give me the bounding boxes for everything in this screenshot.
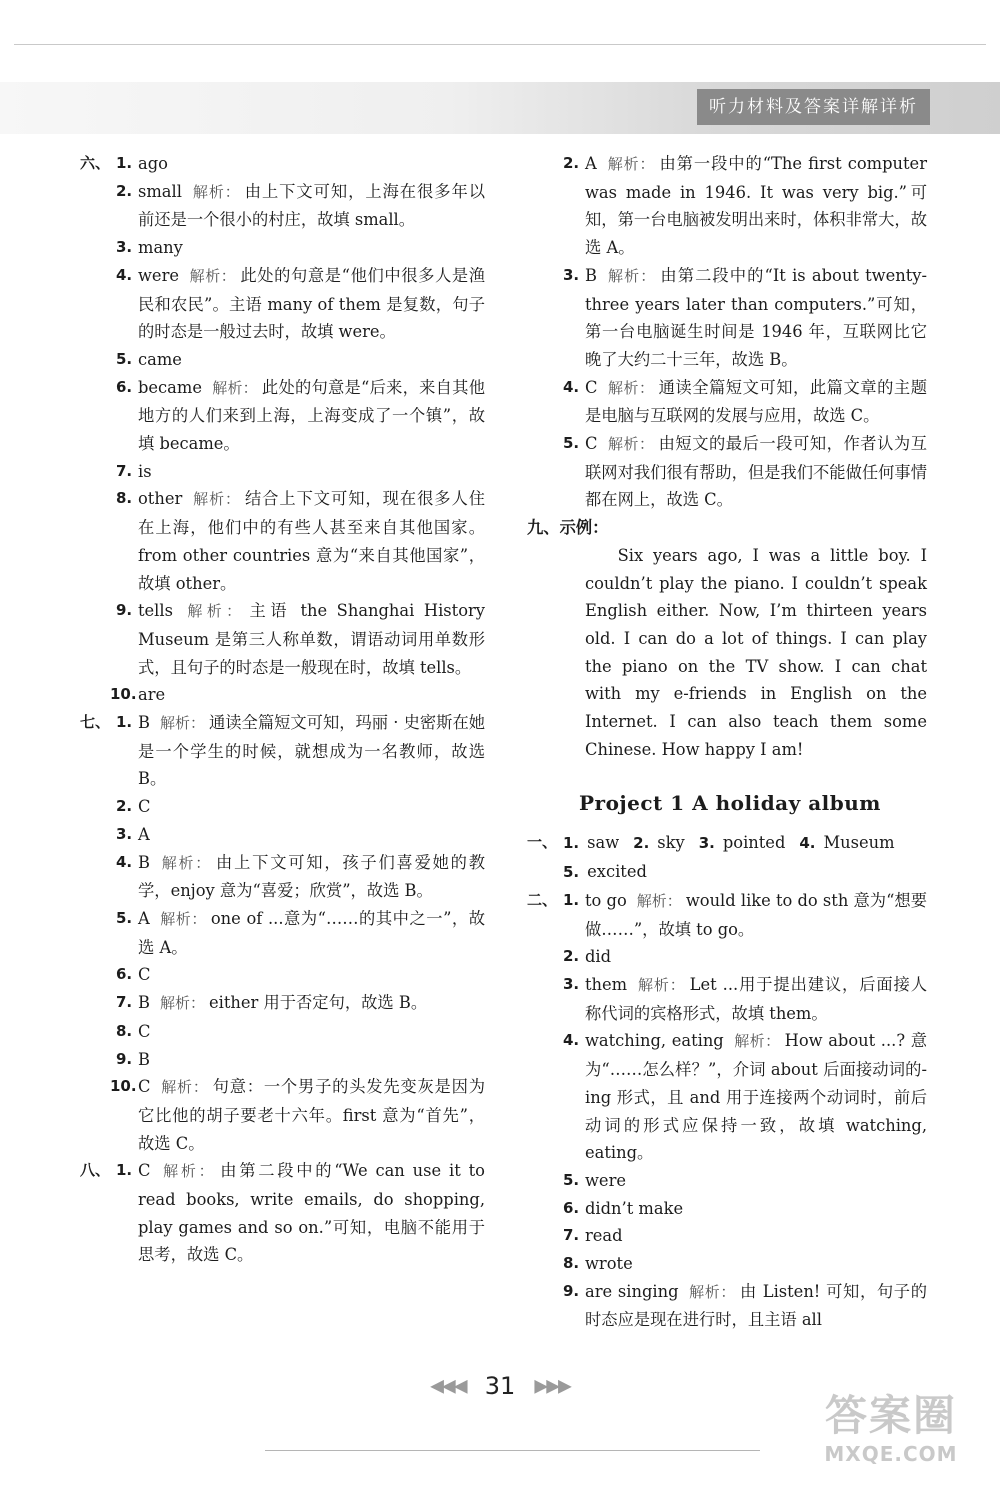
item-number: 5. (563, 863, 580, 882)
item-number: 1. (116, 713, 133, 732)
answer-item (80, 178, 485, 234)
analysis-label: 解析： (159, 994, 205, 1013)
item-answer: are (138, 685, 166, 705)
item-answer: B (138, 713, 150, 733)
page-number: 31 (484, 1372, 516, 1400)
item-number: 1. (116, 154, 133, 172)
section-number: 八、 (80, 1161, 111, 1180)
item-answer: C (138, 1161, 151, 1181)
answer-item (80, 234, 485, 262)
answer-item (80, 374, 485, 458)
item-answer: A (138, 908, 150, 928)
item-answer: C (138, 1077, 151, 1097)
item-answer: pointed (722, 833, 786, 853)
item-answer: to go (585, 890, 627, 910)
item-answer: B (138, 993, 150, 1013)
answer-item (80, 849, 485, 905)
item-number: 4. (116, 265, 133, 284)
answer-item (80, 905, 485, 961)
analysis-text: 结合上下文可知，现在很多人住在上海，他们中的有些人甚至来自其他国家。from other countries 意为“来自其他国家”，故填 other。 (138, 489, 485, 593)
analysis-label: 解析： (636, 891, 682, 910)
section-6 (80, 150, 485, 709)
item-number: 3. (563, 974, 580, 993)
item-number: 7. (116, 461, 133, 480)
left-column (80, 150, 485, 1269)
item-number: 6. (116, 377, 133, 396)
analysis-label: 解析： (211, 378, 258, 397)
item-answer: them (585, 974, 628, 994)
item-number: 8. (116, 1021, 133, 1040)
section-8-start (80, 1157, 485, 1269)
item-number: 3. (116, 824, 133, 843)
answer-item (527, 943, 927, 971)
item-number: 5. (563, 1170, 580, 1189)
answer-item (80, 262, 485, 346)
section-9-example: Six years ago, I was a little boy. I couldn’t play the piano. I couldn’t speak English either. Now, I’m thirteen years old. I can do a lot of things. I can play the piano on the TV show. I can chat with my e-friends in English on the Internet. I can also teach them some Chinese. How happy I am! (585, 545, 927, 759)
header-label: 听力材料及答案详解详析 (697, 89, 930, 125)
analysis-text: would like to do sth 意为“想要做……”，故填 to go。 (585, 890, 927, 939)
item-number: 2. (116, 181, 133, 200)
analysis-label: 解析： (160, 1078, 209, 1097)
watermark-logo: 答案圈 (824, 1391, 957, 1440)
watermark-url: MXQE.COM (824, 1442, 958, 1466)
item-number: 1. (563, 890, 580, 909)
answer-item (80, 150, 485, 178)
item-number: 3. (563, 265, 580, 284)
item-number: 3. (698, 834, 715, 853)
analysis-label: 解析： (192, 490, 241, 509)
analysis-text: 由上下文可知，上海在很多年以前还是一个很小的村庄，故填 small。 (138, 181, 485, 230)
item-answer: wrote (585, 1254, 633, 1274)
item-answer: were (138, 265, 179, 285)
item-answer: didn’t make (585, 1198, 684, 1218)
item-answer: C (138, 1021, 151, 1041)
item-answer: C (585, 434, 598, 454)
item-number: 3. (116, 238, 133, 257)
item-answer: watching, eating (585, 1031, 724, 1051)
item-number: 1. (563, 834, 580, 853)
answer-item (527, 430, 927, 514)
item-number: 4. (799, 834, 816, 853)
item-number: 6. (563, 1198, 580, 1217)
answer-item (527, 1278, 927, 1334)
top-rule (14, 44, 986, 45)
item-answer: did (585, 947, 612, 967)
item-number: 7. (563, 1226, 580, 1245)
analysis-label: 解析： (160, 1162, 217, 1181)
project-section-2 (527, 887, 927, 1334)
analysis-text: one of ...意为“……的其中之一”，故选 A。 (138, 908, 485, 957)
item-number: 4. (116, 852, 133, 871)
analysis-label: 解析： (733, 1032, 781, 1051)
analysis-text: 通读全篇短文可知，此篇文章的主题是电脑与互联网的发展与应用，故选 C。 (585, 377, 927, 426)
analysis-text: 主语 the Shanghai History Museum 是第三人称单数，谓语动词用单数形式，且句子的时态是一般现在时，故填 tells。 (138, 601, 485, 677)
analysis-label: 解析： (191, 182, 241, 201)
answer-item (80, 961, 485, 989)
section-8-continued (527, 150, 927, 514)
item-number: 10. (110, 1077, 137, 1096)
item-number: 5. (116, 349, 133, 368)
section-9 (527, 514, 927, 763)
item-answer: C (585, 377, 598, 397)
item-answer: B (585, 265, 597, 285)
answer-item (527, 1250, 927, 1278)
section-7 (80, 709, 485, 1157)
project-section-1 (527, 829, 927, 886)
section-number: 七、 (80, 713, 111, 732)
answer-item (80, 1157, 485, 1269)
analysis-text: 通读全篇短文可知，玛丽 · 史密斯在她是一个学生的时候，就想成为一名教师，故选 B。 (138, 713, 486, 789)
analysis-text: 由上下文可知，孩子们喜爱她的教学，enjoy 意为“喜爱；欣赏”，故选 B。 (138, 852, 485, 901)
answer-item (80, 346, 485, 374)
item-answer: other (138, 489, 183, 509)
analysis-text: Let ...用于提出建议，后面接人称代词的宾格形式，故填 them。 (585, 974, 927, 1023)
analysis-text: 此处的句意是“后来，来自其他地方的人们来到上海，上海变成了一个镇”，故填 became。 (138, 377, 485, 454)
analysis-text: 此处的句意是“他们中很多人是渔民和农民”。主语 many of them 是复数，句子的时态是一般过去时，故填 were。 (138, 265, 485, 342)
item-answer: A (585, 154, 597, 173)
analysis-text: 句意：一个男子的头发先变灰是因为它比他的胡子要老十六年。first 意为“首先”，故选 C。 (138, 1077, 485, 1153)
analysis-text: either 用于否定句，故选 B。 (208, 993, 428, 1013)
item-number: 8. (116, 489, 133, 508)
item-number: 5. (116, 908, 133, 927)
item-answer: A (138, 824, 150, 844)
answer-item (527, 1195, 927, 1223)
item-answer: ago (138, 154, 168, 173)
prev-arrows-icon: ◀◀◀ (430, 1375, 466, 1397)
item-answer: Museum (823, 833, 895, 853)
analysis-label: 解析： (637, 975, 686, 994)
item-number: 2. (563, 154, 580, 172)
analysis-label: 解析： (607, 378, 655, 397)
answer-item (527, 971, 927, 1027)
analysis-text: 由 Listen! 可知，句子的时态应是现在进行时，且主语 all (585, 1281, 927, 1330)
item-number: 9. (116, 1049, 133, 1068)
item-number: 1. (116, 1161, 133, 1180)
answer-item (527, 1027, 927, 1167)
answer-item (80, 1073, 485, 1157)
section-9-title: 九、示例： (527, 518, 609, 538)
item-answer: excited (587, 862, 647, 882)
item-answer: saw (587, 833, 620, 853)
answer-item (527, 150, 927, 262)
analysis-label: 解析： (159, 909, 207, 928)
item-answer: B (138, 852, 150, 872)
analysis-text: 由第二段中的“We can use it to read books, write emails, do shopping, play games and so on.”可知，电脑不能用于思考，故选 C。 (138, 1161, 485, 1265)
analysis-label: 解析： (159, 714, 205, 733)
answer-item (80, 485, 485, 597)
item-number: 9. (116, 601, 133, 620)
section-number: 二、 (527, 890, 558, 909)
analysis-text: How about ...? 意为“……怎么样？”，介词 about 后面接动词的-ing 形式，且 and 用于连接两个动词时，前后动词的形式应保持一致，故填 watching, eating。 (585, 1031, 927, 1163)
analysis-label: 解析： (159, 853, 213, 872)
answer-item (80, 458, 485, 486)
item-answer: are singing (585, 1281, 679, 1301)
item-number: 2. (633, 834, 650, 853)
item-answer: many (138, 238, 183, 258)
analysis-label: 解析： (688, 1282, 737, 1301)
answer-item (80, 709, 485, 793)
answer-item (527, 1167, 927, 1195)
item-number: 2. (563, 947, 580, 966)
answer-item (80, 821, 485, 849)
bottom-rule (265, 1450, 760, 1451)
section-number: 一、 (527, 833, 558, 852)
answer-item (80, 1046, 485, 1074)
item-answer: read (585, 1226, 623, 1246)
answer-item (527, 887, 927, 943)
analysis-label: 解析： (606, 266, 657, 285)
analysis-label: 解析： (607, 435, 655, 454)
item-answer: C (138, 965, 151, 985)
analysis-text: 由第二段中的“It is about twenty-three years later than computers.”可知，第一台电脑诞生时间是 1946 年，互联网比它晚了大约二十三年，故选 B。 (585, 265, 927, 369)
watermark (796, 1390, 986, 1480)
project-title: Project 1 A holiday album (579, 791, 881, 816)
answer-item (80, 681, 485, 709)
item-answer: were (585, 1170, 626, 1190)
answer-item (527, 374, 927, 430)
item-answer: came (138, 349, 182, 369)
item-number: 4. (563, 377, 580, 396)
item-answer: became (138, 377, 202, 397)
answer-item (80, 1018, 485, 1046)
item-number: 4. (563, 1031, 580, 1050)
analysis-text: 由短文的最后一段可知，作者认为互联网对我们很有帮助，但是我们不能做任何事情都在网上，故选 C。 (585, 434, 927, 510)
analysis-label: 解析： (182, 602, 246, 621)
right-column (527, 150, 927, 1334)
item-number: 9. (563, 1281, 580, 1300)
analysis-label: 解析： (189, 266, 237, 285)
item-answer: sky (657, 833, 685, 853)
item-number: 8. (563, 1254, 580, 1273)
answer-item (80, 597, 485, 681)
answer-item (80, 793, 485, 821)
answer-item (80, 989, 485, 1018)
item-number: 6. (116, 965, 133, 984)
section-number: 六、 (80, 154, 111, 172)
item-number: 7. (116, 993, 133, 1012)
next-arrows-icon: ▶▶▶ (534, 1375, 570, 1397)
item-answer: small (138, 181, 182, 201)
analysis-label: 解析： (606, 155, 656, 173)
item-number: 2. (116, 797, 133, 816)
item-answer: is (138, 461, 152, 481)
answer-item (527, 262, 927, 374)
answer-row (527, 829, 927, 858)
item-answer: B (138, 1049, 150, 1069)
analysis-text: 由第一段中的“The first computer was made in 1946. It was very big.”可知，第一台电脑被发明出来时，体积非常大，故选 A。 (585, 154, 927, 258)
item-answer: C (138, 797, 151, 817)
answer-item (527, 1222, 927, 1250)
answer-row (527, 858, 927, 887)
item-answer: tells (138, 601, 173, 621)
item-number: 5. (563, 434, 580, 453)
item-number: 10. (110, 685, 137, 704)
